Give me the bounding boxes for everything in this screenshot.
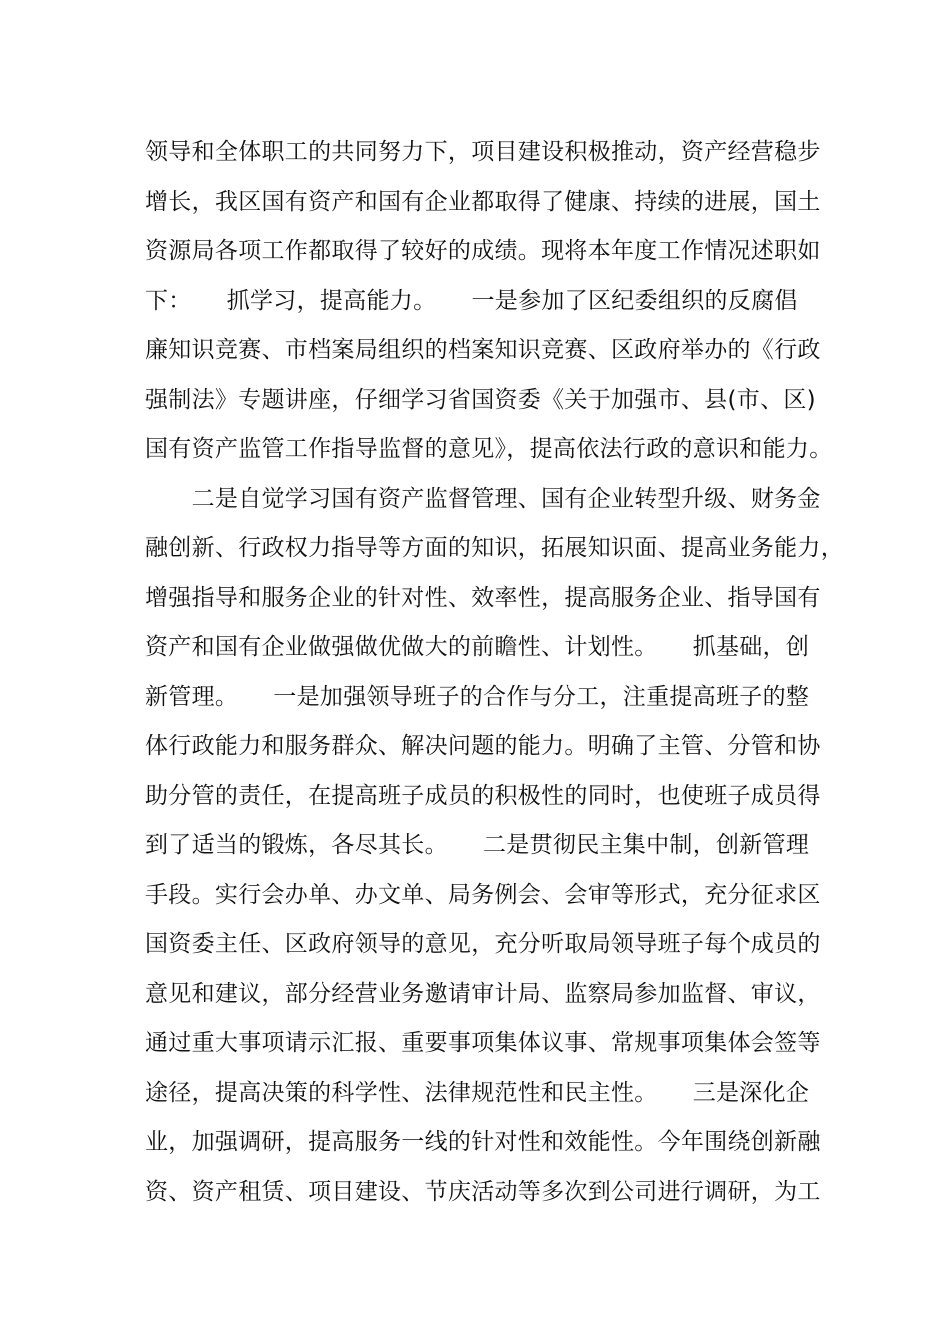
body-text bbox=[145, 128, 844, 1217]
text-line-5: 廉知识竞赛、市档案局组织的档案知识竞赛、区政府举办的《行政 bbox=[145, 337, 821, 363]
text-line-2: 增长，我区国有资产和国有企业都取得了健康、持续的进展，国土 bbox=[145, 188, 821, 215]
text-line-19: 通过重大事项请示汇报、重要事项集体议事、常规事项集体会签等 bbox=[145, 1030, 821, 1056]
text-line-16: 手段。实行会办单、办文单、局务例会、会审等形式，充分征求区 bbox=[145, 881, 821, 908]
text-line-22: 资、资产租赁、项目建设、节庆活动等多次到公司进行调研，为工 bbox=[145, 1178, 821, 1205]
text-line-14: 助分管的责任，在提高班子成员的积极性的同时，也使班子成员得 bbox=[145, 782, 821, 809]
text-line-9: 融创新、行政权力指导等方面的知识，拓展知识面、提高业务能力， bbox=[145, 535, 844, 561]
text-line-10: 增强指导和服务企业的针对性、效率性，提高服务企业、指导国有 bbox=[145, 584, 821, 611]
text-line-13: 体行政能力和服务群众、解决问题的能力。明确了主管、分管和协 bbox=[145, 733, 821, 759]
text-line-7: 国有资产监管工作指导监督的意见》，提高依法行政的意识和能力。 bbox=[145, 436, 833, 462]
text-line-21: 业，加强调研，提高服务一线的针对性和效能性。今年围绕创新融 bbox=[145, 1129, 821, 1155]
text-line-6: 强制法》专题讲座，仔细学习省国资委《关于加强市、县(市、区) bbox=[145, 386, 816, 413]
text-line-18: 意见和建议，部分经营业务邀请审计局、监察局参加监督、审议， bbox=[145, 980, 821, 1007]
text-line-4: 下： 抓学习，提高能力。 一是参加了区纪委组织的反腐倡 bbox=[145, 287, 798, 314]
text-line-11: 资产和国有企业做强做优做大的前瞻性、计划性。 抓基础，创 bbox=[145, 634, 810, 660]
text-line-8: 二是自觉学习国有资产监督管理、国有企业转型升级、财务金 bbox=[145, 485, 821, 512]
text-line-3: 资源局各项工作都取得了较好的成绩。现将本年度工作情况述职如 bbox=[145, 238, 821, 264]
text-line-15: 到了适当的锻炼，各尽其长。 二是贯彻民主集中制，创新管理 bbox=[145, 832, 810, 858]
text-line-12: 新管理。 一是加强领导班子的合作与分工，注重提高班子的整 bbox=[145, 683, 810, 710]
text-line-20: 途径，提高决策的科学性、法律规范性和民主性。 三是深化企 bbox=[145, 1079, 810, 1106]
text-line-1: 领导和全体职工的共同努力下，项目建设积极推动，资产经营稳步 bbox=[145, 139, 821, 165]
text-line-17: 国资委主任、区政府领导的意见，充分听取局领导班子每个成员的 bbox=[145, 931, 821, 957]
